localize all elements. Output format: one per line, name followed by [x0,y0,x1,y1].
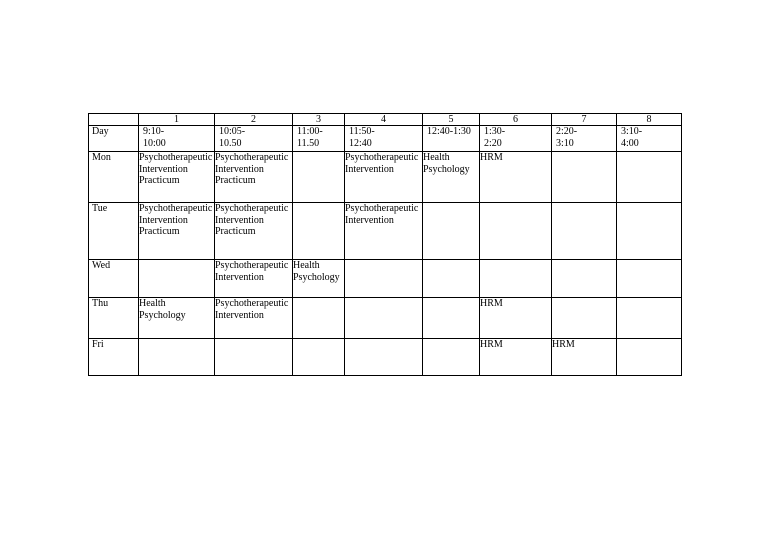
empty-cell [617,298,682,339]
class-name-line: Health [423,152,450,163]
class-name-line: Intervention [215,309,264,321]
time-slot [617,126,682,152]
empty-cell [345,339,423,376]
class-cell [139,298,215,339]
time-slot-line: 2:20- [556,126,578,137]
class-name-line: Intervention [215,214,264,226]
class-name-line: Psychotherapeutic [139,203,213,214]
class-cell [345,152,423,203]
time-slot-line: 11:00- [297,126,323,137]
class-name-line: Practicum [215,175,256,186]
empty-cell [139,260,215,298]
class-name-line: Psychotherapeutic [215,260,289,271]
class-name-line: Psychotherapeutic [215,298,289,309]
period-number: 3 [293,114,345,126]
class-cell [215,298,293,339]
empty-cell [293,339,345,376]
class-cell [215,203,293,260]
empty-cell [552,152,617,203]
empty-cell [139,339,215,376]
empty-cell [480,260,552,298]
period-number: 8 [617,114,682,126]
time-slot-line: 11.50 [297,137,320,149]
class-name-line: Practicum [215,226,256,237]
class-name-line: Intervention [215,163,264,175]
class-name-line: Psychology [139,309,186,321]
time-slot [480,126,552,152]
class-cell [215,260,293,298]
class-name-line: Practicum [139,175,180,186]
class-cell [480,298,552,339]
time-slot [139,126,215,152]
class-name-line: Health [293,260,320,271]
time-slot-line: 9:10- [143,126,165,137]
time-slot [552,126,617,152]
class-name-line: Intervention [139,163,188,175]
class-cell [139,203,215,260]
class-cell [552,339,617,376]
class-name-line: Intervention [345,214,394,226]
empty-cell [617,260,682,298]
empty-cell [215,339,293,376]
day-row [89,298,682,339]
time-slot-line: 12:40-1:30 [427,126,471,137]
class-name-line: HRM [480,152,503,163]
class-name-line: Psychotherapeutic [345,203,419,214]
empty-cell [345,298,423,339]
time-slot-line: 4:00 [621,137,639,149]
day-row [89,339,682,376]
empty-cell [480,203,552,260]
period-number: 5 [423,114,480,126]
period-number: 1 [139,114,215,126]
empty-cell [552,260,617,298]
time-slot-line: 3:10 [556,137,574,149]
empty-cell [423,298,480,339]
day-label: Wed [89,260,139,298]
time-slot-row [89,126,682,152]
timetable [88,113,682,376]
class-name-line: Psychotherapeutic [215,152,289,163]
empty-cell [423,339,480,376]
empty-cell [617,339,682,376]
period-number: 2 [215,114,293,126]
day-label: Mon [89,152,139,203]
period-header-row [89,114,682,126]
class-name-line: Health [139,298,166,309]
class-name-line: Practicum [139,226,180,237]
time-slot-line: 12:40 [349,137,372,149]
class-name-line: Intervention [215,271,264,283]
empty-cell [423,260,480,298]
time-slot-line: 10:05- [219,126,246,137]
day-row [89,152,682,203]
class-name-line: Psychology [293,271,340,283]
day-row [89,203,682,260]
period-number: 7 [552,114,617,126]
time-slot-line: 1:30- [484,126,506,137]
class-name-line: Psychotherapeutic [345,152,419,163]
day-label: Tue [89,203,139,260]
class-name-line: Psychology [423,163,470,175]
class-cell [139,152,215,203]
empty-cell [293,298,345,339]
empty-cell [293,203,345,260]
empty-cell [617,152,682,203]
empty-cell [423,203,480,260]
time-slot-line: 2:20 [484,137,502,149]
class-name-line: HRM [480,339,503,350]
empty-cell [617,203,682,260]
class-cell [293,260,345,298]
class-cell [215,152,293,203]
time-slot-line: 3:10- [621,126,643,137]
class-cell [423,152,480,203]
class-cell [345,203,423,260]
class-name-line: HRM [480,298,503,309]
empty-cell [345,260,423,298]
time-slot [215,126,293,152]
class-cell [480,339,552,376]
time-slot-line: 10.50 [219,137,242,149]
period-number: 4 [345,114,423,126]
day-label: Thu [89,298,139,339]
time-slot [423,126,480,152]
class-name-line: Psychotherapeutic [139,152,213,163]
day-row [89,260,682,298]
time-slot-line: 10:00 [143,137,166,149]
empty-cell [552,298,617,339]
corner-cell [89,114,139,126]
time-slot-line: 11:50- [349,126,375,137]
class-name-line: Intervention [345,163,394,175]
empty-cell [293,152,345,203]
empty-cell [552,203,617,260]
period-number: 6 [480,114,552,126]
day-column-label: Day [89,126,139,152]
class-name-line: Intervention [139,214,188,226]
class-cell [480,152,552,203]
time-slot [345,126,423,152]
class-name-line: HRM [552,339,575,350]
time-slot [293,126,345,152]
day-label: Fri [89,339,139,376]
class-name-line: Psychotherapeutic [215,203,289,214]
